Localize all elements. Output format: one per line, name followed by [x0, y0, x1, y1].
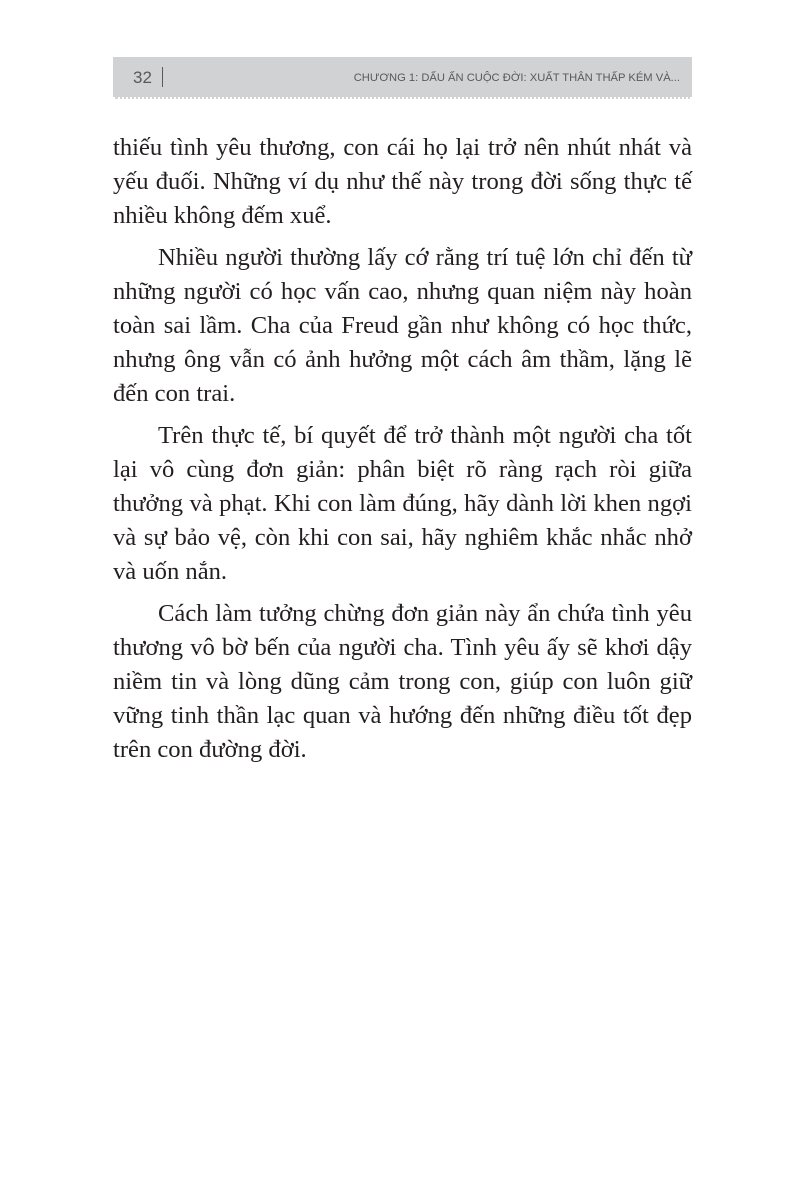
paragraph: Nhiều người thường lấy cớ rằng trí tuệ lớn chỉ đến từ những người có học vấn cao, nhưng quan niệm này hoàn toàn sai lầm. Cha của Freud gần như không có học thức, nhưng ông vẫn có ảnh hưởng một cách âm thầm, lặng lẽ đến con trai. [113, 244, 692, 407]
paragraph-continued: thiếu tình yêu thương, con cái họ lại trở nên nhút nhát và yếu đuối. Những ví dụ như thế này trong đời sống thực tế nhiều không đếm xuể. [113, 134, 692, 229]
header-separator [162, 67, 163, 87]
paragraph: Cách làm tưởng chừng đơn giản này ẩn chứa tình yêu thương vô bờ bến của người cha. Tình yêu ấy sẽ khơi dậy niềm tin và lòng dũng cảm trong con, giúp con luôn giữ vững tinh thần lạc quan và hướng đến những điều tốt đẹp trên con đường đời. [113, 600, 692, 763]
running-header [113, 57, 692, 99]
paragraph: Trên thực tế, bí quyết để trở thành một người cha tốt lại vô cùng đơn giản: phân biệt rõ ràng rạch ròi giữa thưởng và phạt. Khi con làm đúng, hãy dành lời khen ngợi và sự bảo vệ, còn khi con sai, hãy nghiêm khắc nhắc nhở và uốn nắn. [113, 422, 692, 585]
chapter-title: CHƯƠNG 1: DẤU ẤN CUỘC ĐỜI: XUẤT THÂN THẤP KÉM VÀ... [353, 72, 680, 84]
page-number: 32 [133, 68, 152, 87]
body-text [113, 131, 692, 775]
